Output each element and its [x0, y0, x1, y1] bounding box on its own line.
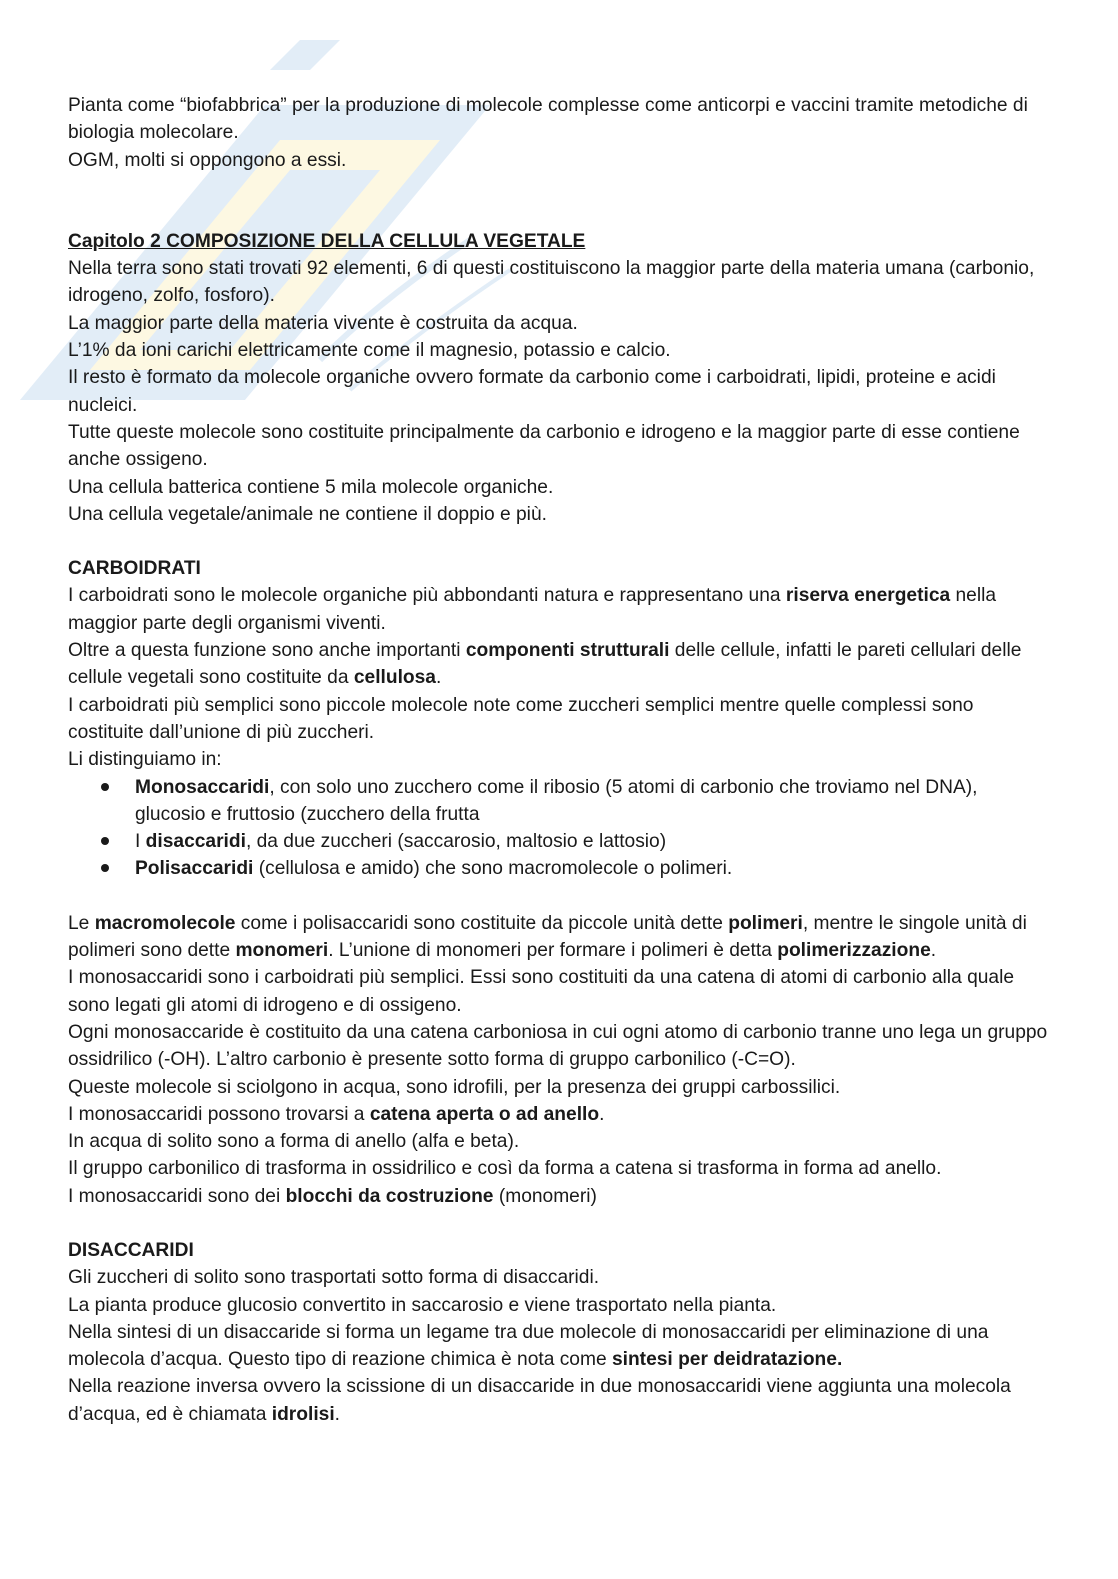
- carboidrati-list: [68, 774, 1053, 883]
- intro-paragraph-2: OGM, molti si oppongono a essi.: [68, 149, 347, 171]
- chapter-paragraph: La maggior parte della materia vivente è costruita da acqua.: [68, 312, 578, 334]
- document-body: [68, 92, 1053, 1428]
- carboidrati-paragraph-1: I carboidrati sono le molecole organiche più abbondanti natura e rappresentano una riserva energetica nella maggior parte degli organismi viventi.: [68, 585, 997, 634]
- carboidrati-paragraph-3: I carboidrati più semplici sono piccole molecole note come zuccheri semplici mentre quelle complessi sono costituite dall’unione di più zuccheri.: [68, 694, 974, 743]
- bullet-icon: [101, 837, 109, 845]
- disaccaridi-paragraph-2: La pianta produce glucosio convertito in saccarosio e viene trasportato nella pianta.: [68, 1294, 777, 1316]
- macromolecole-paragraph-7: Il gruppo carbonilico di trasforma in ossidrilico e così da forma a catena si trasforma in forma ad anello.: [68, 1158, 942, 1180]
- disaccaridi-paragraph-1: Gli zuccheri di solito sono trasportati sotto forma di disaccaridi.: [68, 1267, 600, 1289]
- disaccaridi-paragraph-3: Nella sintesi di un disaccaride si forma un legame tra due molecole di monosaccaridi per eliminazione di una molecola d’acqua. Questo tipo di reazione chimica è nota come sintesi per deidratazione.: [68, 1321, 989, 1371]
- list-item: Monosaccaridi, con solo uno zucchero come il ribosio (5 atomi di carbonio che troviamo nel DNA), glucosio e fruttosio (zucchero della frutta: [68, 774, 1053, 829]
- chapter-paragraph: Una cellula batterica contiene 5 mila molecole organiche.: [68, 476, 554, 498]
- macromolecole-paragraph-6: In acqua di solito sono a forma di anello (alfa e beta).: [68, 1131, 520, 1153]
- macromolecole-paragraph-4: Queste molecole si sciolgono in acqua, sono idrofili, per la presenza dei gruppi carbossilici.: [68, 1076, 841, 1098]
- disaccaridi-paragraph-4: Nella reazione inversa ovvero la scissione di un disaccaride in due monosaccaridi viene aggiunta una molecola d’acqua, ed è chiamata idrolisi.: [68, 1376, 1011, 1425]
- section-heading-carboidrati: CARBOIDRATI: [68, 558, 201, 580]
- bullet-icon: [101, 783, 109, 791]
- section-heading-disaccaridi: DISACCARIDI: [68, 1239, 194, 1261]
- chapter-paragraph: L’1% da ioni carichi elettricamente come il magnesio, potassio e calcio.: [68, 340, 671, 362]
- chapter-title: Capitolo 2 COMPOSIZIONE DELLA CELLULA VEGETALE: [68, 230, 586, 252]
- macromolecole-paragraph-1: Le macromolecole come i polisaccaridi sono costituite da piccole unità dette polimeri, mentre le singole unità di polimeri sono dette monomeri. L’unione di monomeri per formare i polimeri è detta polimerizzazione.: [68, 912, 1027, 962]
- list-item: I disaccaridi, da due zuccheri (saccarosio, maltosio e lattosio): [68, 828, 1053, 855]
- carboidrati-paragraph-4: Li distinguiamo in:: [68, 749, 222, 771]
- macromolecole-paragraph-5: I monosaccaridi possono trovarsi a catena aperta o ad anello.: [68, 1103, 605, 1125]
- carboidrati-paragraph-2: Oltre a questa funzione sono anche importanti componenti strutturali delle cellule, infatti le pareti cellulari delle cellule vegetali sono costituite da cellulosa.: [68, 640, 1022, 689]
- chapter-paragraph: Nella terra sono stati trovati 92 elementi, 6 di questi costituiscono la maggior parte della materia umana (carbonio, idrogeno, zolfo, fosforo).: [68, 258, 1035, 307]
- macromolecole-paragraph-8: I monosaccaridi sono dei blocchi da costruzione (monomeri): [68, 1185, 597, 1207]
- intro-paragraph-1: Pianta come “biofabbrica” per la produzione di molecole complesse come anticorpi e vaccini tramite metodiche di biologia molecolare.: [68, 95, 1028, 144]
- chapter-paragraph: Tutte queste molecole sono costituite principalmente da carbonio e idrogeno e la maggior parte di esse contiene anche ossigeno.: [68, 421, 1020, 471]
- chapter-paragraph: Il resto è formato da molecole organiche ovvero formate da carbonio come i carboidrati, lipidi, proteine e acidi nucleici.: [68, 367, 996, 416]
- bullet-icon: [101, 864, 109, 872]
- macromolecole-paragraph-3: Ogni monosaccaride è costituito da una catena carboniosa in cui ogni atomo di carbonio tranne uno lega un gruppo ossidrilico (-OH). L’altro carbonio è presente sotto forma di gruppo carbonilico (-C=O).: [68, 1021, 1048, 1071]
- chapter-paragraph: Una cellula vegetale/animale ne contiene il doppio e più.: [68, 503, 547, 525]
- macromolecole-paragraph-2: I monosaccaridi sono i carboidrati più semplici. Essi sono costituiti da una catena di atomi di carbonio alla quale sono legati gli atomi di idrogeno e di ossigeno.: [68, 967, 1015, 1016]
- list-item: Polisaccaridi (cellulosa e amido) che sono macromolecole o polimeri.: [68, 855, 1053, 882]
